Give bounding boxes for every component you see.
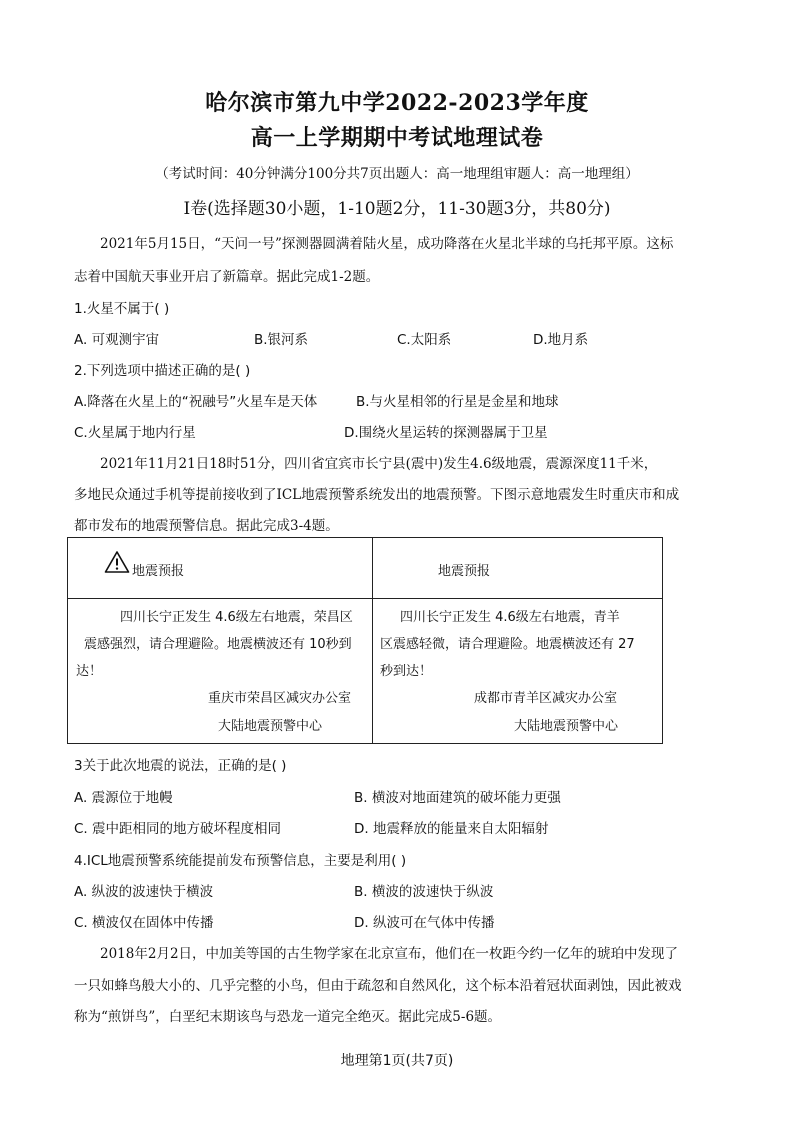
right-line2: 区震感轻微，请合理避险。地震横波还有 27 bbox=[380, 637, 635, 652]
exam-title-line1: 哈尔滨市第九中学2022-2023学年度 bbox=[205, 90, 589, 116]
q1-option-b: B.银河系 bbox=[254, 332, 309, 348]
exam-title-line2: 高一上学期期中考试地理试卷 bbox=[250, 125, 544, 151]
q1-option-d: D.地月系 bbox=[533, 332, 589, 348]
q4-option-c: C. 横波仅在固体中传播 bbox=[74, 915, 214, 931]
passage3-line3: 称为“煎饼鸟”，白垩纪末期该鸟与恐龙一道完全绝灭。据此完成5-6题。 bbox=[74, 1009, 502, 1025]
section-heading: I卷(选择题30小题，1-10题2分，11-30题3分，共80分) bbox=[183, 199, 611, 219]
right-header: 地震预报 bbox=[438, 564, 491, 579]
q2-option-d: D.围绕火星运转的探测器属于卫星 bbox=[344, 425, 548, 441]
passage1-line2: 志着中国航天事业开启了新篇章。据此完成1-2题。 bbox=[74, 269, 380, 285]
right-line3: 秒到达！ bbox=[380, 664, 433, 679]
q2-option-b: B.与火星相邻的行星是金星和地球 bbox=[356, 394, 559, 410]
q2-option-c: C.火星属于地内行星 bbox=[74, 425, 196, 441]
passage1-line1: 2021年5月15日，“天问一号”探测器圆满着陆火星，成功降落在火星北半球的乌托邦平原。这标 bbox=[100, 236, 674, 252]
table-divider-vertical bbox=[372, 538, 373, 743]
table-divider-horizontal bbox=[68, 598, 662, 599]
left-org1: 重庆市荣昌区减灾办公室 bbox=[208, 691, 352, 706]
exam-info: （考试时间：40分钟满分100分共7页出题人：高一地理组审题人：高一地理组） bbox=[155, 166, 639, 182]
passage3-line1: 2018年2月2日，中加美等国的古生物学家在北京宣布，他们在一枚距今约一亿年的琥珀中发现了 bbox=[100, 946, 679, 962]
q1-option-a: A. 可观测宇宙 bbox=[74, 332, 160, 348]
q4-stem: 4.ICL地震预警系统能提前发布预警信息，主要是利用( ) bbox=[74, 853, 407, 869]
passage2-line2: 多地民众通过手机等提前接收到了ICL地震预警系统发出的地震预警。下图示意地震发生时重庆市和成 bbox=[74, 487, 680, 503]
left-header: 地震预报 bbox=[132, 564, 185, 579]
q4-option-d: D. 纵波可在气体中传播 bbox=[354, 915, 495, 931]
right-org1: 成都市青羊区减灾办公室 bbox=[474, 691, 618, 706]
q3-option-d: D. 地震释放的能量来自太阳辐射 bbox=[354, 821, 549, 837]
warning-icon bbox=[104, 550, 130, 574]
passage3-line2: 一只如蜂鸟般大小的、几乎完整的小鸟，但由于疏忽和自然风化，这个标本沿着冠状面剥蚀，因此被戏 bbox=[74, 978, 682, 994]
left-org2: 大陆地震预警中心 bbox=[218, 719, 323, 734]
q2-option-a: A.降落在火星上的“祝融号”火星车是天体 bbox=[74, 394, 318, 410]
passage2-line3: 都市发布的地震预警信息。据此完成3-4题。 bbox=[74, 518, 339, 534]
right-org2: 大陆地震预警中心 bbox=[514, 719, 619, 734]
q3-stem: 3关于此次地震的说法，正确的是( ) bbox=[74, 758, 287, 774]
q1-option-c: C.太阳系 bbox=[397, 332, 452, 348]
left-line3: 达！ bbox=[76, 664, 103, 679]
q3-option-c: C. 震中距相同的地方破坏程度相同 bbox=[74, 821, 282, 837]
q3-option-a: A. 震源位于地幔 bbox=[74, 790, 173, 806]
q2-stem: 2.下列选项中描述正确的是( ) bbox=[74, 363, 251, 379]
earthquake-warning-table bbox=[67, 537, 663, 744]
q4-option-a: A. 纵波的波速快于横波 bbox=[74, 884, 214, 900]
q4-option-b: B. 横波的波速快于纵波 bbox=[354, 884, 494, 900]
passage2-line1: 2021年11月21日18时51分，四川省宜宾市长宁县(震中)发生4.6级地震，震源深度11千米， bbox=[100, 456, 658, 472]
q1-stem: 1.火星不属于( ) bbox=[74, 301, 170, 317]
page-footer: 地理第1页(共7页) bbox=[340, 1053, 454, 1069]
left-line2: 震感强烈，请合理避险。地震横波还有 10秒到 bbox=[84, 637, 352, 652]
left-line1: 四川长宁正发生 4.6级左右地震，荣昌区 bbox=[120, 610, 353, 625]
right-line1: 四川长宁正发生 4.6级左右地震，青羊 bbox=[400, 610, 620, 625]
q3-option-b: B. 横波对地面建筑的破坏能力更强 bbox=[354, 790, 561, 806]
